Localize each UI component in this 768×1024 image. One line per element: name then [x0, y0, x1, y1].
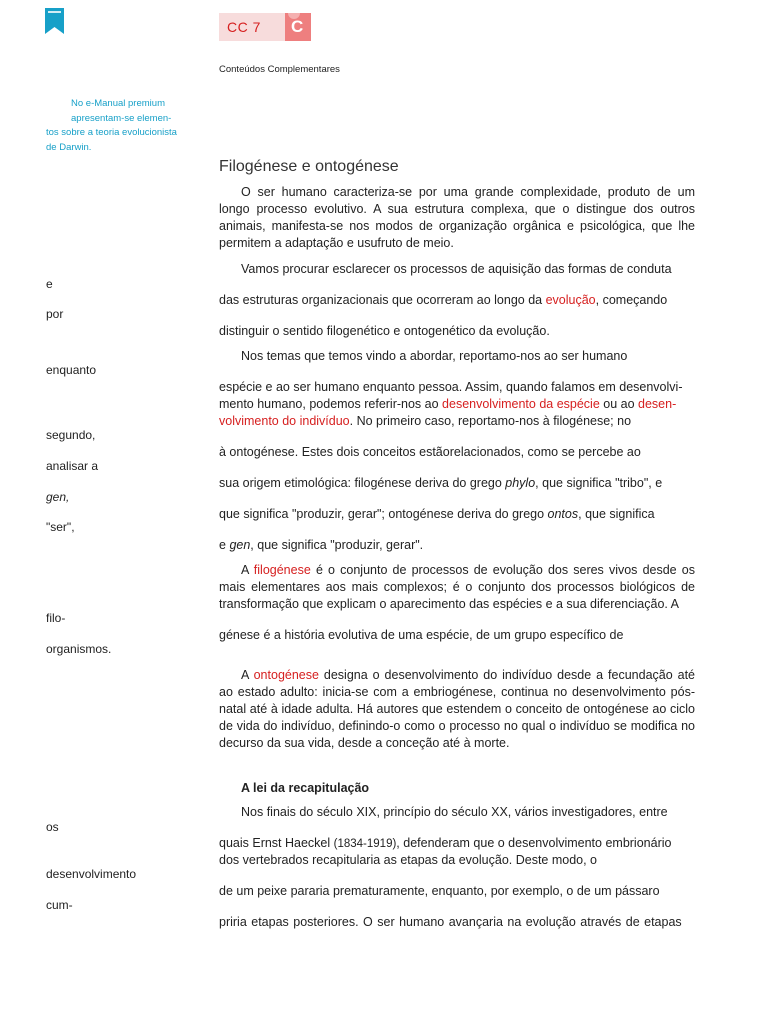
margin-word: "ser",	[46, 520, 75, 534]
margin-word: os	[46, 820, 59, 834]
text-line: sua origem etimológica: filogénese deriva do grego phylo, que significa "tribo", e	[219, 476, 663, 490]
text-line: que significa "produzir, gerar"; ontogénese deriva do grego ontos, que significa	[219, 507, 655, 521]
bookmark-icon[interactable]	[45, 8, 64, 34]
margin-word: filo-	[46, 611, 66, 625]
side-note-line: No e-Manual premium	[71, 98, 165, 109]
text-line: génese é a história evolutiva de uma espécie, de um grupo específico de	[219, 628, 624, 642]
text-line: quais Ernst Haeckel (1834-1919), defenderam que o desenvolvimento embrionário	[219, 836, 672, 850]
text-line: Nos temas que temos vindo a abordar, reportamo-nos ao ser humano	[241, 349, 628, 363]
text-line: Nos finais do século XIX, princípio do século XX, vários investigadores, entre	[241, 805, 668, 819]
text-line: à ontogénese. Estes dois conceitos estãorelacionados, como se percebe ao	[219, 445, 641, 459]
paragraph-intro: O ser humano caracteriza-se por uma grande complexidade, produto de um longo processo evolutivo. A sua estrutura complexa, que o distingue dos outros animais, manifesta-se nos modos de organização orgânica e psicológica, que lhe permitem a adaptação e usufruto de meio.	[219, 185, 695, 250]
margin-word: por	[46, 307, 64, 321]
term-desenvolvimento-individuo[interactable]: desen-	[638, 397, 677, 411]
margin-word: segundo,	[46, 428, 96, 442]
paragraph-filogenese: A filogénese é o conjunto de processos de evolução dos seres vivos desde os mais elementares aos mais complexos; é o conjunto dos processos biológicos de transformação que explicam o aparecimento das espécies e a sua diferenciação. A	[219, 563, 695, 611]
side-note-line: tos sobre a teoria evolucionista	[46, 127, 177, 138]
chapter-badge	[219, 13, 311, 41]
margin-word: analisar a	[46, 459, 99, 473]
side-note[interactable]	[46, 97, 196, 155]
text-line: dos vertebrados recapitularia as etapas da evolução. Deste modo, o	[219, 853, 598, 867]
margin-word: organismos.	[46, 642, 112, 656]
text-line: espécie e ao ser humano enquanto pessoa. Assim, quando falamos em desenvolvi-	[219, 380, 683, 394]
term-filogenese[interactable]: filogénese	[253, 563, 311, 577]
paragraph-ontogenese: A ontogénese designa o desenvolvimento do indivíduo desde a fecundação até ao estado adulto: inicia-se com a embriogénese, continua no desenvolvimento pós-natal até à idade adulta. Há autores que estendem o conceito de ontogénese ao ciclo de vida do indivíduo, definindo-o como o processo no qual o indivíduo se modifica no decurso da sua vida, desde a conceção até à morte.	[219, 668, 696, 750]
text-line: priria etapas posteriores. O ser humano avançaria na evolução através de etapas	[219, 915, 682, 929]
side-note-line: de Darwin.	[46, 141, 92, 153]
term-desenvolvimento-individuo-cont[interactable]: volvimento do indivíduo	[219, 414, 350, 428]
text-line: de um peixe pararia prematuramente, enquanto, por exemplo, o de um pássaro	[219, 884, 660, 898]
text-line: mento humano, podemos referir-nos ao desenvolvimento da espécie ou ao desen-	[219, 397, 677, 411]
text-line: das estruturas organizacionais que ocorreram ao longo da evolução, começando	[219, 293, 668, 307]
text-line: distinguir o sentido filogenético e ontogenético da evolução.	[219, 324, 550, 338]
margin-word: enquanto	[46, 363, 97, 377]
badge-c-block	[285, 13, 311, 41]
margin-word: e	[46, 277, 53, 291]
subheading-recapitulacao: A lei da recapitulação	[241, 781, 370, 795]
term-desenvolvimento-especie[interactable]: desenvolvimento da espécie	[442, 397, 600, 411]
text-line: Vamos procurar esclarecer os processos de aquisição das formas de conduta	[241, 262, 672, 276]
margin-word: gen,	[46, 490, 70, 504]
section-title: Filogénese e ontogénese	[219, 158, 399, 175]
margin-word: desenvolvimento	[46, 867, 137, 881]
text-line: e gen, que significa "produzir, gerar".	[219, 538, 424, 552]
badge-label: CC 7	[227, 19, 261, 35]
term-evolucao[interactable]: evolução	[545, 293, 596, 307]
text-line: volvimento do indivíduo. No primeiro caso, reportamo-nos à filogénese; no	[219, 414, 632, 428]
margin-word: cum-	[46, 898, 73, 912]
term-ontogenese[interactable]: ontogénese	[253, 668, 319, 682]
badge-block-char: C	[291, 17, 304, 36]
side-note-line: apresentam-se elemen-	[71, 112, 172, 124]
section-label: Conteúdos Complementares	[219, 64, 340, 75]
